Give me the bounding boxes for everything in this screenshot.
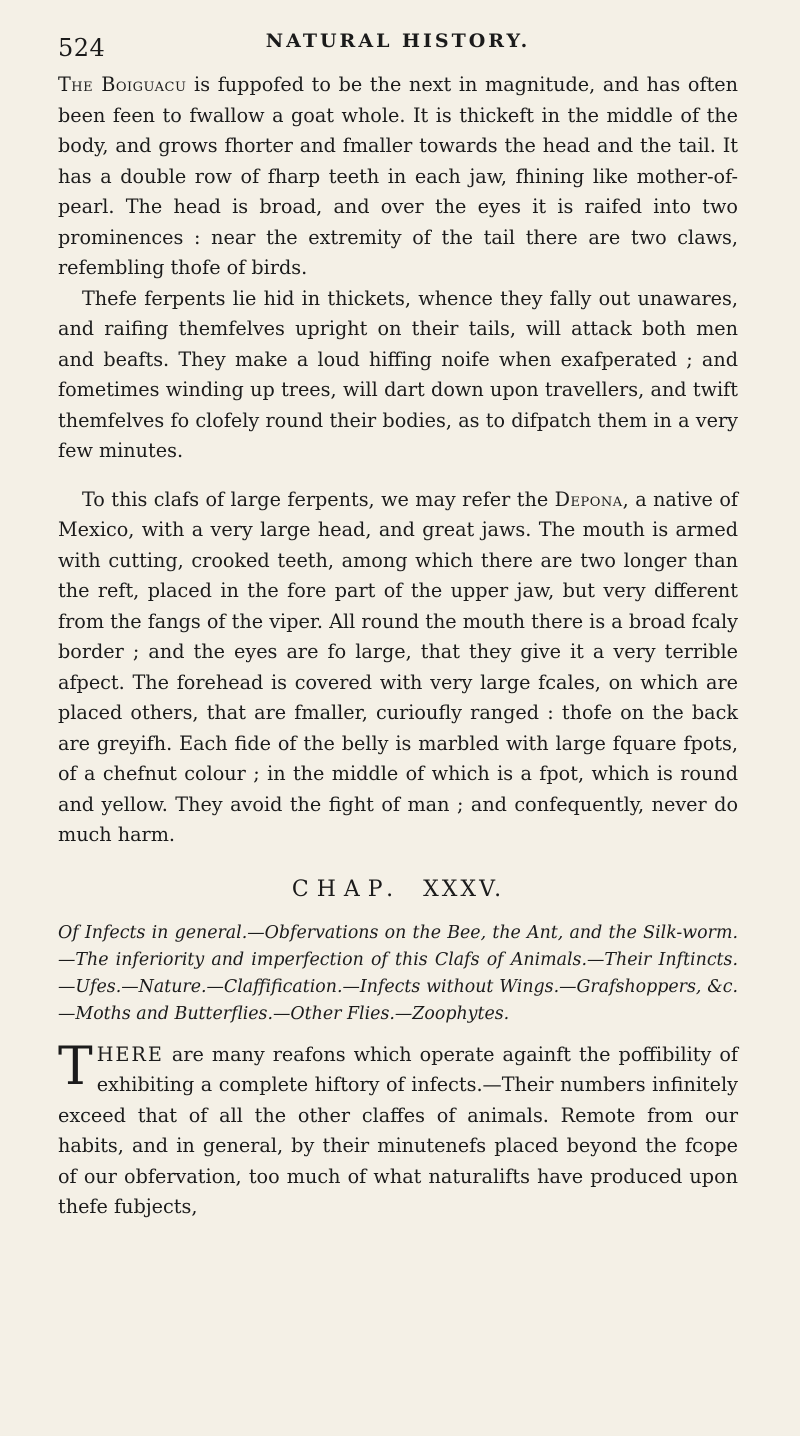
page-header xyxy=(58,28,738,62)
first-word-rest: HERE xyxy=(96,1042,164,1066)
depona-after: , a native of Mexico, with a very large head, and great jaws. The mouth is armed with cutting, crooked teeth, among which there are two longer than the reft, placed in the fore part of the upper jaw, but very different from the fangs of the viper. All round the mouth there is a broad fcaly border ; and the eyes are fo large, that they give it a very terrible afpect. The forehead is covered with very large fcales, on which are placed others, that are fmaller, curioufly ranged : thofe on the back are greyifh. Each fide of the belly is marbled with large fquare fpots, of a chefnut colour ; in the middle of which is a fpot, which is round and yellow. They avoid the fight of man ; and confequently, never do much harm. xyxy=(58,487,738,846)
paragraph-boiguacu xyxy=(58,70,738,284)
paragraph-depona xyxy=(58,485,738,851)
depona-name: Depona xyxy=(554,487,623,511)
paragraph-serpents: Thefe ferpents lie hid in thickets, whence they fally out unawares, and raifing themfelves upright on their tails, will attack both men and beafts. They make a loud hiffing noife when exafperated ; and fometimes winding up trees, will dart down upon travellers, and twift themfelves fo clofely round their bodies, as to difpatch them in a very few minutes. xyxy=(58,286,738,462)
boiguacu-text: is fuppofed to be the next in magnitude, and has often been feen to fwallow a goat whole. It is thickeft in the middle of the body, and grows fhorter and fmaller towards the head and the tail. It has a double row of fharp teeth in each jaw, fhining like mother-of-pearl. The head is broad, and over the eyes it is raifed into two prominences : near the extremity of the tail there are two claws, refembling thofe of birds. xyxy=(58,73,738,279)
drop-cap: T xyxy=(58,1036,93,1097)
running-head: NATURAL HISTORY. xyxy=(265,30,531,52)
chapter-number: XXXV. xyxy=(423,876,505,902)
chapter-heading xyxy=(58,877,738,902)
chapter-body-text: are many reafons which operate againft the poffibility of exhibiting a complete hiftory of infects.—Their numbers infinitely exceed that of all the other claffes of animals. Remote from our habits, and in general, by their minutenefs placed beyond the fcope of our obfervation, too much of what naturalifts have produced upon thefe fubjects, xyxy=(58,1042,738,1218)
chapter-opening-paragraph xyxy=(58,1036,738,1223)
chapter-summary: Of Infects in general.—Obfervations on the Bee, the Ant, and the Silk-worm.—The inferiority and imperfection of this Clafs of Animals.—Their Inftincts.—Ufes.—Nature.—Claffification.—Infects without Wings.—Grafshoppers, &c.—Moths and Butterflies.—Other Flies.—Zoophytes. xyxy=(58,922,738,1024)
boiguacu-lead: The Boiguacu xyxy=(58,73,187,96)
section-gap xyxy=(58,467,738,485)
depona-before: To this clafs of large ferpents, we may refer the xyxy=(82,487,555,511)
page-number: 524 xyxy=(58,34,106,62)
chapter-label: CHAP. xyxy=(291,876,402,902)
